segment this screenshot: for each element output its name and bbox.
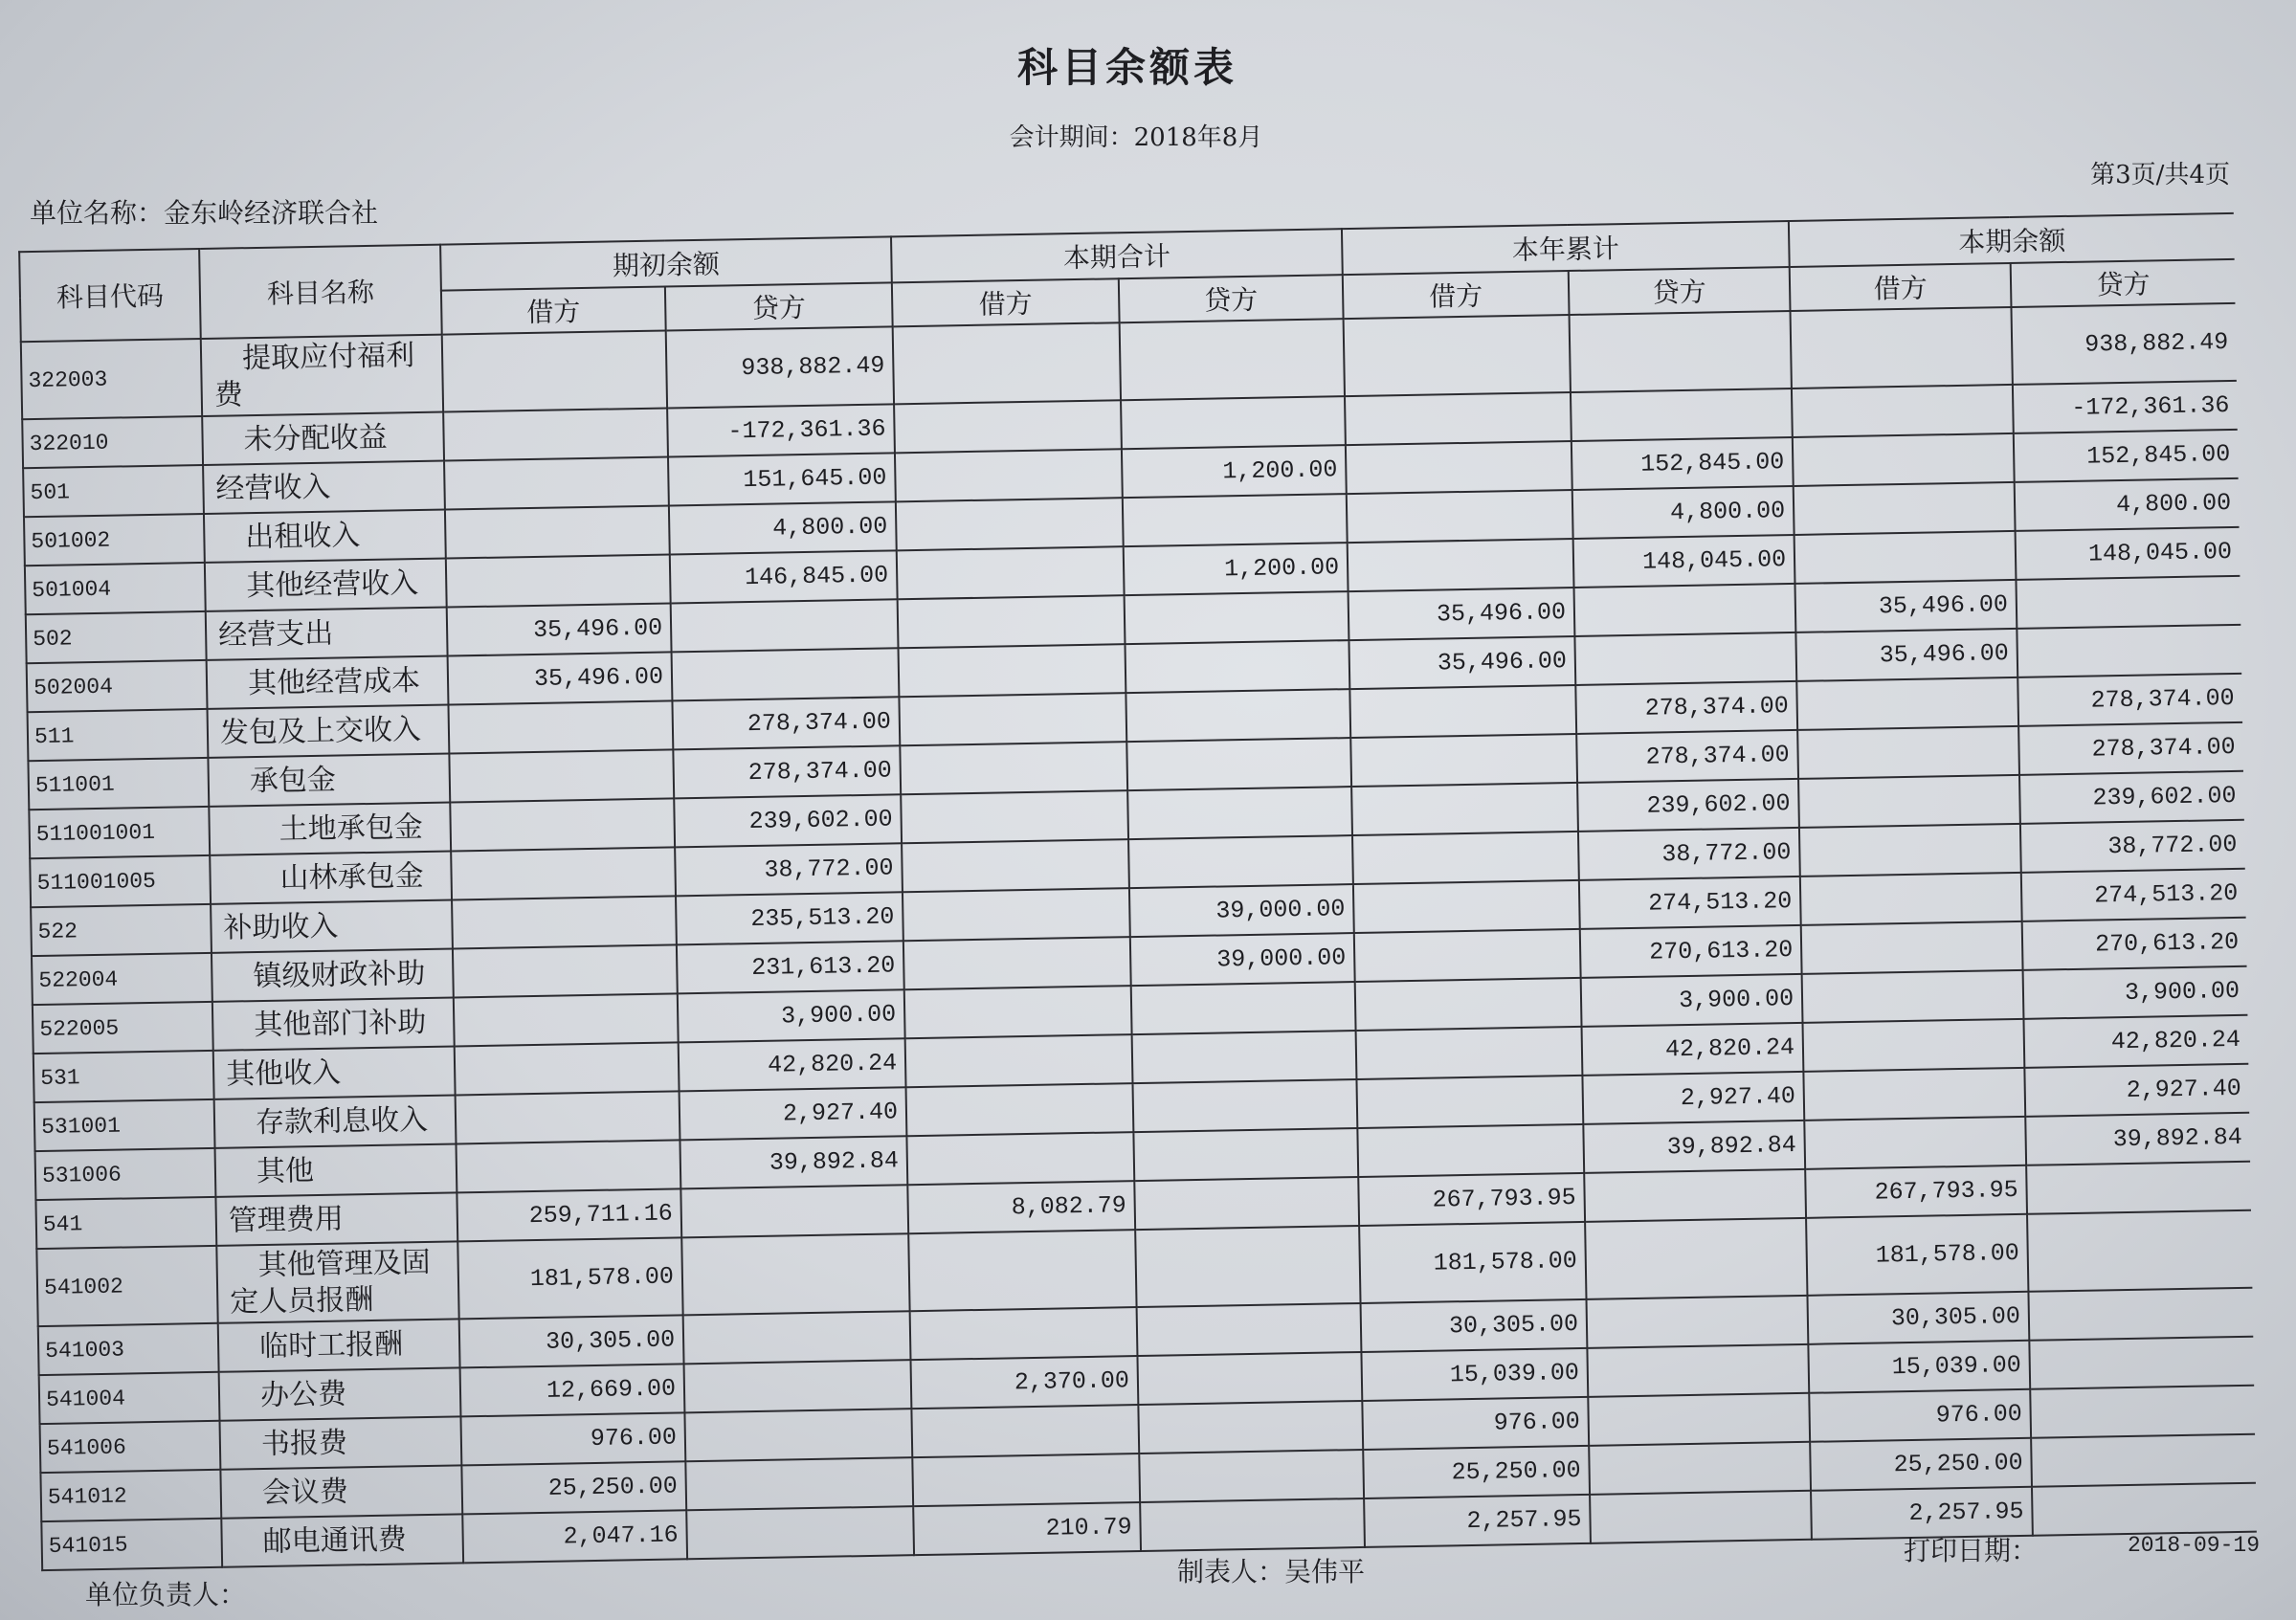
account-name-cell: 会议费 (220, 1465, 462, 1518)
ytd-debit-cell (1357, 1124, 1584, 1177)
closing-debit-cell: 2,257.95 (1811, 1487, 2033, 1540)
account-name-cell: 其他管理及固定人员报酬 (216, 1241, 458, 1322)
period-debit-cell (895, 449, 1123, 501)
closing-credit-cell: 278,374.00 (2017, 674, 2242, 726)
ytd-debit-cell (1348, 539, 1574, 591)
account-name-cell: 土地承包金 (209, 803, 451, 855)
period-debit-cell (903, 888, 1130, 941)
closing-debit-cell (1801, 921, 2023, 974)
closing-debit-cell: 35,496.00 (1795, 580, 2017, 632)
closing-credit-cell (2032, 1483, 2257, 1536)
closing-debit-cell (1802, 970, 2024, 1023)
closing-credit-cell (2031, 1434, 2256, 1487)
header-group-year-to-date: 本年累计 (1342, 221, 1790, 275)
closing-credit-cell: 39,892.84 (2025, 1113, 2250, 1165)
header-account-code: 科目代码 (19, 249, 201, 342)
ytd-credit-cell (1571, 388, 1793, 441)
period-credit-cell (1137, 1352, 1362, 1405)
ytd-debit-cell: 267,793.95 (1358, 1173, 1585, 1226)
closing-debit-cell (1794, 482, 2016, 535)
ytd-debit-cell: 2,257.95 (1364, 1495, 1591, 1547)
ytd-credit-cell (1587, 1296, 1809, 1348)
ytd-debit-cell (1345, 392, 1572, 445)
account-name-cell: 办公费 (219, 1367, 461, 1420)
opening-credit-cell (684, 1409, 912, 1461)
opening-credit-cell: 151,645.00 (668, 453, 896, 505)
account-code-cell: 541015 (41, 1519, 222, 1570)
ytd-debit-cell: 15,039.00 (1361, 1348, 1588, 1401)
opening-credit-cell: -172,361.36 (667, 404, 895, 456)
closing-credit-cell: 274,513.20 (2021, 869, 2246, 921)
account-name-cell: 发包及上交收入 (208, 705, 450, 758)
header-closing-debit: 借方 (1790, 263, 2012, 311)
closing-debit-cell: 976.00 (1809, 1389, 2031, 1442)
ytd-debit-cell (1356, 1076, 1583, 1128)
opening-debit-cell: 259,711.16 (457, 1188, 681, 1241)
opening-credit-cell: 2,927.40 (680, 1087, 907, 1140)
account-code-cell: 501002 (24, 514, 205, 566)
opening-debit-cell (446, 554, 671, 607)
opening-debit-cell (450, 798, 675, 851)
period-debit-cell: 2,370.00 (911, 1356, 1139, 1409)
account-code-cell: 502 (26, 611, 207, 663)
account-code-cell: 511 (28, 709, 209, 761)
closing-debit-cell (1793, 433, 2015, 486)
closing-credit-cell: 239,602.00 (2019, 771, 2244, 824)
account-code-cell: 522005 (33, 1002, 213, 1054)
ytd-credit-cell (1588, 1393, 1810, 1446)
opening-credit-cell: 146,845.00 (670, 550, 898, 603)
period-credit-cell (1126, 689, 1350, 742)
closing-credit-cell (2017, 625, 2241, 677)
period-debit-cell (901, 790, 1128, 843)
account-code-cell: 541006 (40, 1421, 221, 1473)
account-code-cell: 511001001 (29, 807, 210, 858)
opening-debit-cell: 30,305.00 (459, 1315, 684, 1367)
account-name-cell: 书报费 (220, 1416, 462, 1469)
account-name-cell: 其他经营成本 (207, 656, 449, 709)
closing-debit-cell: 25,250.00 (1810, 1438, 2032, 1491)
ytd-credit-cell: 2,927.40 (1582, 1072, 1804, 1124)
account-name-cell: 承包金 (208, 754, 450, 807)
opening-debit-cell (453, 944, 678, 997)
closing-debit-cell: 15,039.00 (1808, 1341, 2030, 1393)
opening-debit-cell (444, 456, 669, 509)
closing-credit-cell: 270,613.20 (2022, 918, 2247, 970)
closing-credit-cell: 42,820.24 (2024, 1015, 2249, 1068)
period-debit-cell (897, 546, 1125, 599)
ytd-debit-cell: 30,305.00 (1361, 1299, 1588, 1352)
opening-credit-cell (681, 1233, 909, 1315)
closing-debit-cell (1796, 677, 2018, 730)
closing-debit-cell (1803, 1019, 2025, 1072)
header-ytd-debit: 借方 (1343, 271, 1570, 319)
closing-debit-cell (1797, 726, 2019, 779)
opening-debit-cell (449, 749, 674, 802)
period-debit-cell (903, 937, 1131, 989)
account-code-cell: 511001 (28, 758, 209, 810)
balance-table (18, 212, 2257, 1571)
period-debit-cell (900, 742, 1127, 794)
page-indicator: 第3页/共4页 (2090, 161, 2230, 189)
account-code-cell: 541 (35, 1197, 216, 1249)
opening-credit-cell (684, 1360, 912, 1412)
closing-credit-cell: 148,045.00 (2016, 527, 2240, 580)
opening-debit-cell: 35,496.00 (448, 652, 673, 704)
print-date: 2018-09-19 (2127, 1533, 2260, 1558)
period-debit-cell (906, 1132, 1134, 1185)
closing-debit-cell (1792, 385, 2014, 437)
period-credit-cell (1128, 835, 1353, 888)
opening-debit-cell: 12,669.00 (460, 1364, 685, 1416)
header-opening-credit: 贷方 (665, 282, 893, 330)
document-title: 科目余额表 (1016, 44, 1238, 91)
ytd-debit-cell (1351, 783, 1578, 835)
closing-debit-cell (1794, 531, 2017, 584)
period-debit-cell (893, 322, 1121, 404)
header-period-credit: 贷方 (1119, 275, 1344, 322)
opening-debit-cell: 181,578.00 (457, 1237, 682, 1319)
account-code-cell: 541004 (39, 1372, 220, 1424)
period-debit-cell (905, 1034, 1133, 1087)
period-credit-cell (1133, 1128, 1358, 1181)
opening-credit-cell: 231,613.20 (677, 941, 904, 993)
ytd-credit-cell: 152,845.00 (1572, 437, 1794, 490)
ytd-credit-cell: 38,772.00 (1578, 828, 1800, 880)
closing-debit-cell (1800, 873, 2022, 925)
account-name-cell: 其他收入 (213, 1046, 456, 1098)
opening-credit-cell: 278,374.00 (673, 745, 901, 798)
closing-debit-cell (1791, 307, 2013, 388)
header-opening-debit: 借方 (441, 287, 666, 335)
closing-debit-cell (1798, 775, 2020, 828)
account-name-cell: 其他部门补助 (212, 997, 455, 1050)
account-name-cell: 临时工报酬 (218, 1319, 460, 1371)
account-name-cell: 经营支出 (206, 608, 448, 660)
opening-credit-cell (686, 1506, 914, 1559)
ytd-credit-cell: 270,613.20 (1580, 925, 1802, 978)
period-credit-cell (1140, 1498, 1365, 1551)
opening-credit-cell: 278,374.00 (672, 697, 900, 749)
period-credit-cell (1127, 787, 1352, 839)
opening-debit-cell (448, 700, 673, 753)
ytd-debit-cell (1347, 490, 1573, 543)
opening-debit-cell (452, 896, 677, 948)
header-ytd-credit: 贷方 (1569, 267, 1791, 315)
opening-credit-cell (672, 648, 900, 700)
closing-credit-cell: 2,927.40 (2024, 1064, 2249, 1117)
closing-debit-cell: 30,305.00 (1808, 1292, 2030, 1344)
ytd-credit-cell (1584, 1169, 1806, 1222)
ytd-debit-cell (1354, 929, 1581, 982)
ytd-credit-cell: 3,900.00 (1581, 974, 1803, 1027)
period-credit-cell: 39,000.00 (1129, 884, 1354, 937)
closing-credit-cell: 152,845.00 (2014, 430, 2239, 482)
ytd-debit-cell (1349, 685, 1576, 738)
account-name-cell: 提取应付福利费 (201, 335, 443, 416)
ytd-debit-cell: 35,496.00 (1349, 588, 1575, 640)
period-credit-cell (1120, 319, 1345, 400)
ytd-debit-cell: 25,250.00 (1363, 1446, 1590, 1498)
account-name-cell: 山林承包金 (210, 852, 452, 904)
opening-credit-cell: 39,892.84 (680, 1136, 907, 1188)
ytd-credit-cell (1590, 1491, 1812, 1543)
ytd-debit-cell (1355, 978, 1582, 1031)
closing-credit-cell (2029, 1337, 2254, 1389)
period-debit-cell (896, 498, 1124, 550)
closing-debit-cell: 267,793.95 (1805, 1165, 2027, 1218)
account-name-cell: 其他 (215, 1143, 457, 1196)
opening-debit-cell (456, 1091, 680, 1143)
ytd-credit-cell (1574, 632, 1796, 685)
ytd-credit-cell: 274,513.20 (1579, 877, 1801, 929)
supervisor-signature-label: 单位负责人： (85, 1579, 247, 1610)
opening-debit-cell: 35,496.00 (447, 603, 672, 655)
ytd-credit-cell: 278,374.00 (1575, 681, 1797, 734)
header-group-closing-balance: 本期余额 (1789, 213, 2235, 267)
closing-debit-cell: 35,496.00 (1795, 629, 2017, 681)
account-code-cell: 322003 (21, 339, 202, 419)
account-name-cell: 存款利息收入 (214, 1095, 457, 1147)
ytd-debit-cell (1350, 734, 1577, 787)
opening-credit-cell: 239,602.00 (674, 794, 902, 847)
preparer-line (1177, 1556, 1365, 1588)
ytd-credit-cell: 239,602.00 (1577, 779, 1799, 832)
header-group-opening-balance: 期初余额 (440, 236, 892, 290)
ytd-debit-cell: 181,578.00 (1359, 1222, 1586, 1303)
opening-credit-cell: 38,772.00 (675, 843, 903, 896)
ytd-debit-cell (1344, 315, 1571, 396)
closing-credit-cell (2027, 1210, 2252, 1292)
ytd-credit-cell: 42,820.24 (1582, 1023, 1804, 1076)
period-debit-cell: 8,082.79 (907, 1181, 1135, 1233)
period-credit-cell (1121, 396, 1346, 449)
accounting-period: 会计期间：2018年8月 (1009, 123, 1263, 152)
opening-debit-cell (451, 847, 676, 899)
ytd-debit-cell: 976.00 (1362, 1397, 1589, 1450)
account-code-cell: 501004 (25, 563, 206, 614)
account-code-cell: 531006 (35, 1148, 216, 1200)
closing-credit-cell (2028, 1288, 2253, 1341)
opening-credit-cell (680, 1185, 908, 1237)
period-debit-cell (911, 1405, 1139, 1457)
closing-credit-cell (2030, 1386, 2255, 1438)
opening-debit-cell (445, 505, 670, 558)
account-name-cell: 邮电通讯费 (221, 1514, 463, 1566)
period-debit-cell (912, 1454, 1140, 1506)
closing-credit-cell (2026, 1162, 2251, 1214)
ytd-credit-cell: 39,892.84 (1583, 1121, 1805, 1173)
opening-debit-cell (454, 993, 679, 1046)
balance-table-container (18, 212, 2256, 1571)
period-credit-cell (1133, 1079, 1358, 1132)
period-debit-cell (908, 1230, 1136, 1311)
account-code-cell: 502004 (27, 660, 208, 712)
closing-credit-cell: 278,374.00 (2018, 722, 2243, 775)
period-credit-cell (1132, 1031, 1357, 1083)
period-credit-cell (1125, 591, 1349, 644)
opening-debit-cell (455, 1042, 680, 1095)
opening-debit-cell (442, 331, 667, 412)
period-debit-cell (899, 693, 1126, 745)
opening-debit-cell (443, 408, 668, 460)
opening-debit-cell: 976.00 (460, 1412, 685, 1465)
period-credit-cell (1135, 1226, 1360, 1307)
closing-credit-cell: -172,361.36 (2013, 381, 2238, 433)
period-debit-cell (898, 595, 1126, 648)
period-credit-cell (1134, 1177, 1359, 1230)
opening-credit-cell: 4,800.00 (669, 501, 897, 554)
opening-debit-cell: 25,250.00 (461, 1461, 686, 1514)
header-closing-credit: 贷方 (2011, 259, 2236, 307)
opening-credit-cell (685, 1457, 913, 1510)
account-code-cell: 511001005 (30, 855, 211, 907)
account-code-cell: 541012 (40, 1470, 221, 1521)
account-code-cell: 501 (23, 465, 204, 517)
opening-credit-cell (683, 1311, 911, 1364)
period-credit-cell: 1,200.00 (1122, 445, 1347, 498)
period-credit-cell (1137, 1303, 1362, 1356)
account-code-cell: 322010 (22, 416, 203, 468)
ytd-credit-cell (1585, 1218, 1807, 1299)
ytd-credit-cell (1570, 311, 1792, 392)
closing-credit-cell (2016, 576, 2240, 629)
closing-credit-cell: 3,900.00 (2023, 966, 2248, 1019)
ytd-debit-cell (1356, 1027, 1583, 1079)
account-name-cell: 未分配收益 (202, 412, 444, 465)
period-debit-cell: 210.79 (913, 1502, 1141, 1555)
period-credit-cell (1139, 1450, 1364, 1502)
closing-credit-cell: 938,882.49 (2012, 303, 2237, 385)
unit-name: 金东岭经济联合社 (164, 197, 379, 229)
ytd-debit-cell: 35,496.00 (1349, 636, 1575, 689)
closing-credit-cell: 4,800.00 (2015, 478, 2240, 531)
period-credit-cell (1131, 982, 1356, 1034)
period-credit-cell (1123, 494, 1348, 546)
account-name-cell: 补助收入 (211, 899, 453, 952)
preparer-name: 吴伟平 (1284, 1556, 1366, 1587)
opening-debit-cell: 2,047.16 (462, 1510, 687, 1563)
account-code-cell: 541002 (36, 1246, 217, 1326)
period-debit-cell (910, 1307, 1138, 1360)
opening-credit-cell: 938,882.49 (666, 326, 894, 408)
account-code-cell: 541003 (38, 1323, 219, 1375)
preparer-label: 制表人： (1177, 1556, 1285, 1587)
period-debit-cell (899, 644, 1126, 697)
unit-label: 单位名称： (30, 197, 165, 229)
closing-debit-cell (1803, 1068, 2025, 1121)
table-body (21, 303, 2257, 1570)
ytd-credit-cell (1587, 1344, 1809, 1397)
ytd-credit-cell (1589, 1442, 1811, 1495)
unit-name-line (30, 197, 378, 230)
opening-debit-cell (456, 1140, 680, 1192)
ytd-credit-cell: 4,800.00 (1572, 486, 1794, 539)
closing-debit-cell (1799, 824, 2021, 877)
ytd-debit-cell (1352, 832, 1579, 884)
closing-debit-cell (1804, 1117, 2026, 1169)
header-group-period-total: 本期合计 (891, 229, 1343, 282)
account-name-cell: 出租收入 (204, 510, 446, 563)
ytd-debit-cell (1353, 880, 1580, 933)
period-credit-cell (1125, 640, 1349, 693)
closing-debit-cell: 181,578.00 (1806, 1214, 2028, 1296)
header-account-name: 科目名称 (199, 245, 442, 339)
period-credit-cell (1138, 1401, 1363, 1454)
ytd-credit-cell: 148,045.00 (1573, 535, 1795, 588)
account-name-cell: 镇级财政补助 (212, 948, 454, 1001)
period-credit-cell (1126, 738, 1351, 790)
period-debit-cell (902, 839, 1129, 892)
period-credit-cell: 1,200.00 (1124, 543, 1349, 595)
period-debit-cell (906, 1083, 1134, 1136)
period-debit-cell (894, 400, 1122, 453)
period-credit-cell: 39,000.00 (1130, 933, 1355, 986)
account-name-cell: 经营收入 (203, 461, 445, 514)
opening-credit-cell: 235,513.20 (676, 892, 903, 944)
opening-credit-cell (671, 599, 899, 652)
header-period-debit: 借方 (892, 278, 1120, 326)
opening-credit-cell: 3,900.00 (678, 989, 905, 1042)
ytd-debit-cell (1346, 441, 1572, 494)
account-name-cell: 管理费用 (215, 1192, 457, 1245)
opening-credit-cell: 42,820.24 (679, 1038, 906, 1091)
account-code-cell: 522 (31, 904, 212, 956)
account-code-cell: 522004 (32, 953, 212, 1005)
period-debit-cell (904, 986, 1132, 1038)
ytd-credit-cell (1574, 584, 1796, 636)
account-name-cell: 其他经营收入 (205, 559, 447, 611)
print-date-label: 打印日期： (1904, 1535, 2039, 1566)
account-code-cell: 531 (33, 1051, 214, 1102)
account-code-cell: 531001 (34, 1099, 215, 1151)
ytd-credit-cell: 278,374.00 (1576, 730, 1798, 783)
closing-credit-cell: 38,772.00 (2020, 820, 2245, 873)
